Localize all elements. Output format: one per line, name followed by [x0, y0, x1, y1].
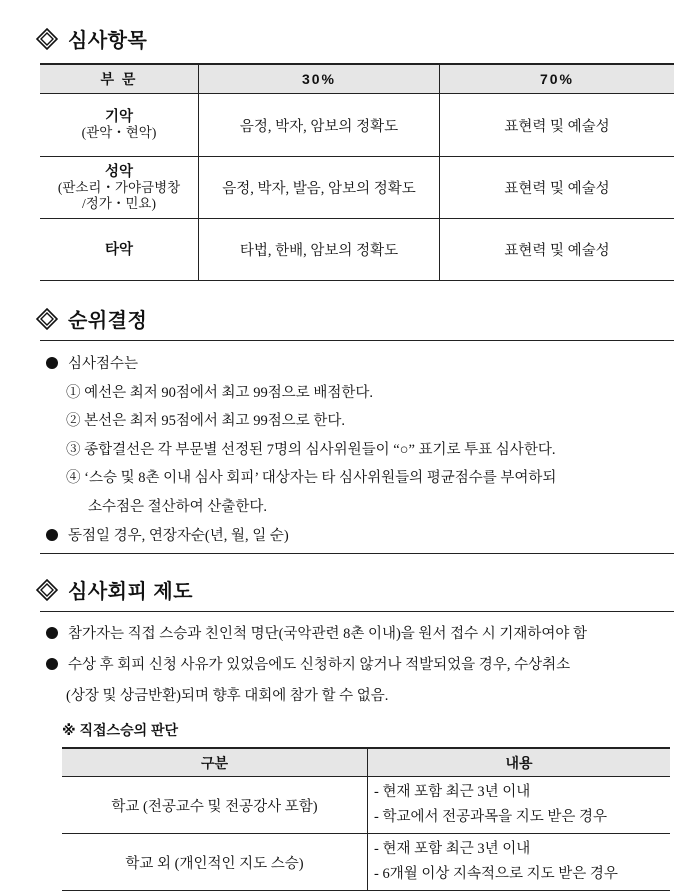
table-row	[40, 94, 674, 157]
category-cell	[40, 219, 199, 281]
criteria-table	[40, 63, 674, 281]
section-title-text: 심사항목	[68, 30, 148, 52]
table-row	[62, 834, 670, 891]
list-item	[46, 352, 138, 373]
criteria-70-cell: 표현력 및 예술성	[440, 219, 675, 281]
divider	[40, 611, 674, 612]
content-cell	[368, 777, 671, 834]
diamond-icon	[36, 28, 58, 50]
header-30: 30%	[199, 64, 440, 94]
note-title: ※ 직접스승의 판단	[62, 722, 179, 738]
criteria-70-cell: 표현력 및 예술성	[440, 157, 675, 219]
list-item: ② 본선은 최저 95점에서 최고 99점으로 한다.	[66, 413, 345, 429]
content-line: - 현재 포함 최근 3년 이내	[374, 784, 531, 800]
table-header-row	[40, 64, 674, 94]
section-title-ranking	[36, 304, 147, 333]
category-cell	[40, 94, 199, 157]
division-cell: 학교 외 (개인적인 지도 스승)	[62, 834, 368, 891]
bullet-icon	[46, 627, 58, 639]
list-item: (상장 및 상금반환)되며 향후 대회에 참가 할 수 없음.	[66, 688, 389, 704]
category-cell	[40, 157, 199, 219]
category-sub: (관악・현악)	[81, 125, 157, 140]
section-title-text: 순위결정	[68, 310, 148, 332]
bullet-icon	[46, 529, 58, 541]
content-line: - 학교에서 전공과목을 지도 받은 경우	[374, 809, 608, 825]
table-row	[40, 219, 674, 281]
section-title-criteria	[36, 24, 147, 53]
content-line: - 6개월 이상 지속적으로 지도 받은 경우	[374, 866, 618, 882]
bullet-icon	[46, 658, 58, 670]
content-cell	[368, 834, 671, 891]
list-item	[46, 653, 570, 674]
teacher-judgement-table	[62, 747, 670, 891]
header-content: 내용	[368, 748, 671, 777]
section-title-text: 심사회피 제도	[68, 581, 193, 603]
list-item-text: 참가자는 직접 스승과 친인척 명단(국악관련 8촌 이내)을 원서 접수 시 기재하여야 함	[68, 626, 588, 642]
diamond-icon	[36, 308, 58, 330]
diamond-icon	[36, 579, 58, 601]
header-division: 부 문	[40, 64, 199, 94]
division-cell: 학교 (전공교수 및 전공강사 포함)	[62, 777, 368, 834]
divider	[40, 340, 674, 341]
list-item	[46, 622, 587, 643]
section-title-avoidance	[36, 575, 193, 604]
criteria-30-cell: 타법, 한배, 암보의 정확도	[199, 219, 440, 281]
header-70: 70%	[440, 64, 675, 94]
list-item: ④ ‘스승 및 8촌 이내 심사 회피’ 대상자는 타 심사위원들의 평균점수를 부여하되	[66, 470, 557, 486]
category-name: 성악	[104, 163, 133, 180]
divider	[40, 553, 674, 554]
list-item-text: 동점일 경우, 연장자순(년, 월, 일 순)	[68, 528, 289, 544]
bullet-icon	[46, 357, 58, 369]
list-item: 소수점은 절산하여 산출한다.	[88, 499, 267, 515]
table-row	[40, 157, 674, 219]
list-item	[46, 524, 289, 545]
category-sub: (판소리・가야금병창 /정가・민요)	[57, 179, 181, 211]
list-item: ① 예선은 최저 90점에서 최고 99점으로 배점한다.	[66, 385, 373, 401]
criteria-30-cell: 음정, 박자, 발음, 암보의 정확도	[199, 157, 440, 219]
table-header-row	[62, 748, 670, 777]
category-name: 기악	[104, 109, 133, 125]
table-row	[62, 777, 670, 834]
list-item-text: 수상 후 회피 신청 사유가 있었음에도 신청하지 않거나 적발되었을 경우, 수상취소	[68, 657, 571, 673]
header-division: 구분	[62, 748, 368, 777]
list-item: ③ 종합결선은 각 부문별 선정된 7명의 심사위원들이 “○” 표기로 투표 심사한다.	[66, 442, 556, 458]
content-line: - 현재 포함 최근 3년 이내	[374, 841, 531, 857]
list-item-text: 심사점수는	[68, 356, 139, 372]
criteria-30-cell: 음정, 박자, 암보의 정확도	[199, 94, 440, 157]
category-name: 타악	[104, 241, 133, 258]
criteria-70-cell: 표현력 및 예술성	[440, 94, 675, 157]
